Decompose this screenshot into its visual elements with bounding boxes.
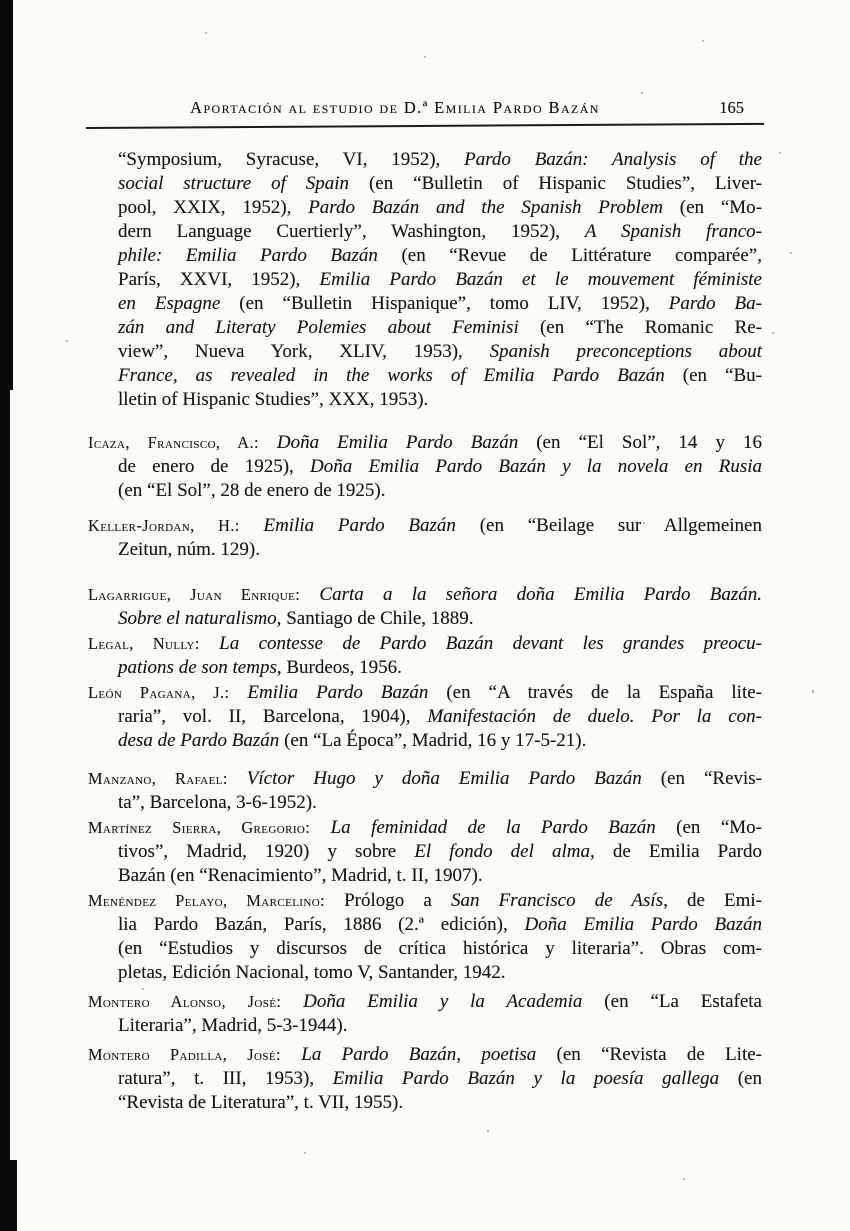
text-segment: Literaria”, Madrid, 5-3-1944).: [118, 1015, 348, 1036]
text-segment: (en “Revis-: [641, 768, 762, 789]
text-line: [88, 729, 762, 753]
bibliography-entry: [88, 681, 762, 753]
text-line: [88, 292, 762, 316]
text-line: [88, 431, 762, 455]
text-line: [88, 268, 762, 292]
title-italic: Sobre el naturalismo,: [118, 608, 282, 629]
text-segment: París, XXVI, 1952),: [118, 269, 320, 290]
bibliography-entry: [88, 583, 762, 631]
text-line: [88, 840, 762, 864]
text-segment: (en “Bulletin of Hispanic Studies”, Liver-: [349, 173, 762, 194]
title-italic: Doña Emilia Pardo Bazán: [258, 432, 519, 453]
scan-speck: [790, 252, 792, 254]
scan-speck: [702, 40, 704, 42]
title-italic: La contesse de Pardo Bazán devant les grandes preocu-: [199, 633, 763, 654]
title-italic: Carta a la señora doña Emilia Pardo Bazán.: [300, 584, 762, 605]
text-segment: (en “La Época”, Madrid, 16 y 17-5-21).: [279, 730, 587, 751]
bibliography-entry: [88, 767, 762, 815]
scan-gutter-bar: [0, 1160, 17, 1231]
text-segment: (en “Revue de Littérature comparée”,: [377, 245, 762, 266]
text-segment: view”, Nueva York, XLIV, 1953),: [118, 341, 490, 362]
scan-speck: [683, 1178, 685, 1180]
text-line: [88, 364, 762, 388]
text-segment: raria”, vol. II, Barcelona, 1904),: [118, 706, 428, 727]
text-segment: (en “Estudios y discursos de crítica histórica y literaria”. Obras com-: [118, 938, 762, 959]
bibliography-entry: [88, 1043, 762, 1115]
text-line: [88, 816, 762, 840]
text-segment: (en “Beilage sur Allgemeinen: [455, 515, 762, 536]
text-line: [88, 607, 762, 631]
bibliography-entry: [88, 816, 762, 888]
text-segment: “Revista de Literatura”, t. VII, 1955).: [118, 1092, 404, 1113]
title-italic: social structure of Spain: [118, 173, 350, 194]
bibliography-entry: [88, 990, 762, 1038]
header-rule: [86, 123, 764, 129]
text-segment: Prólogo a: [325, 890, 451, 911]
bibliography-entry: [88, 889, 762, 985]
text-segment: pletas, Edición Nacional, tomo V, Santander, 1942.: [118, 962, 506, 983]
title-italic: Pardo Ba-: [668, 293, 762, 314]
text-line: [88, 1067, 762, 1091]
text-line: [88, 656, 762, 680]
title-italic: Emilia Pardo Bazán y la poesía gallega: [332, 1068, 720, 1089]
scan-gutter-bar: [0, 380, 10, 1170]
scan-speck: [643, 522, 645, 524]
text-segment: de Emi-: [667, 890, 762, 911]
title-italic: phile: Emilia Pardo Bazán: [118, 245, 378, 266]
text-segment: Burdeos, 1956.: [281, 657, 402, 678]
title-italic: El fondo del alma,: [414, 841, 595, 862]
author-name: Lagarrigue, Juan Enrique:: [88, 585, 301, 604]
title-italic: A Spanish franco-: [584, 221, 762, 242]
author-name: Icaza, Francisco, A.:: [88, 433, 259, 452]
author-name: Montero Padilla, José:: [88, 1045, 281, 1064]
text-line: [88, 340, 762, 364]
title-italic: pations de son temps,: [118, 657, 282, 678]
text-line: [88, 388, 762, 412]
title-italic: Spanish preconceptions about: [489, 341, 762, 362]
title-italic: La Pardo Bazán, poetisa: [280, 1044, 537, 1065]
text-segment: Bazán (en “Renacimiento”, Madrid, t. II, 1907).: [118, 865, 483, 886]
bibliography-entry: [88, 148, 762, 412]
text-line: [88, 990, 762, 1014]
title-italic: zán and Literaty Polemies about Feminisi: [118, 317, 519, 338]
title-italic: Manifestación de duelo. Por la con-: [427, 706, 762, 727]
text-line: [88, 791, 762, 815]
text-segment: ratura”, t. III, 1953),: [118, 1068, 333, 1089]
title-italic: en Espagne: [118, 293, 221, 314]
scan-speck: [779, 152, 781, 154]
text-line: [88, 172, 762, 196]
page-number: 165: [719, 98, 744, 117]
title-italic: San Francisco de Asís,: [450, 890, 668, 911]
text-segment: (en: [719, 1068, 762, 1089]
text-segment: tivos”, Madrid, 1920) y sobre: [118, 841, 415, 862]
text-line: [88, 767, 762, 791]
text-segment: (en “Mo-: [655, 817, 762, 838]
text-line: [88, 937, 762, 961]
text-line: [88, 913, 762, 937]
author-name: Menéndez Pelayo, Marcelino:: [88, 891, 325, 910]
text-line: [88, 889, 762, 913]
text-segment: lia Pardo Bazán, París, 1886 (2.ª edición),: [118, 914, 525, 935]
text-segment: lletin of Hispanic Studies”, XXX, 1953).: [118, 389, 429, 410]
bibliography-entry: [88, 632, 762, 680]
scan-gutter-bar: [0, 0, 13, 390]
text-line: [88, 455, 762, 479]
title-italic: La feminidad de la Pardo Bazán: [310, 817, 656, 838]
title-italic: Doña Emilia Pardo Bazán: [524, 914, 762, 935]
text-line: [88, 632, 762, 656]
title-italic: Víctor Hugo y doña Emilia Pardo Bazán: [227, 768, 642, 789]
title-italic: Emilia Pardo Bazán et le mouvement féministe: [319, 269, 762, 290]
bibliography-entry: [88, 431, 762, 503]
text-line: [88, 514, 762, 538]
text-line: [88, 244, 762, 268]
scan-speck: [812, 690, 814, 693]
bibliography-entry: [88, 514, 762, 562]
text-segment: (en “El Sol”, 28 de enero de 1925).: [118, 480, 386, 501]
text-line: [88, 479, 762, 503]
text-segment: (en “The Romanic Re-: [518, 317, 762, 338]
author-name: Keller-Jordan, H.:: [88, 516, 240, 535]
text-line: [88, 196, 762, 220]
text-line: [88, 220, 762, 244]
title-italic: France, as revealed in the works of Emilia Pardo Bazán: [118, 365, 665, 386]
author-name: León Pagana, J.:: [88, 683, 230, 702]
running-header-title: Aportación al estudio de D.ª Emilia Pardo Bazán: [190, 98, 600, 117]
text-line: [88, 864, 762, 888]
scan-speck: [487, 1130, 489, 1132]
scan-speck: [772, 332, 774, 334]
text-segment: “Symposium, Syracuse, VI, 1952),: [118, 149, 465, 170]
text-segment: Santiago de Chile, 1889.: [281, 608, 474, 629]
author-name: Manzano, Rafael:: [88, 769, 228, 788]
title-italic: Pardo Bazán: Analysis of the: [464, 149, 762, 170]
scan-speck: [641, 92, 643, 94]
text-segment: (en “Bu-: [664, 365, 762, 386]
scan-speck: [424, 56, 426, 58]
text-segment: ta”, Barcelona, 3-6-1952).: [118, 792, 317, 813]
text-line: [88, 1043, 762, 1067]
text-line: [88, 583, 762, 607]
title-italic: Emilia Pardo Bazán: [239, 515, 456, 536]
text-line: [88, 705, 762, 729]
title-italic: Emilia Pardo Bazán: [229, 682, 429, 703]
scan-speck: [304, 1152, 306, 1154]
text-segment: de Emilia Pardo: [594, 841, 762, 862]
text-segment: (en “Bulletin Hispanique”, tomo LIV, 1952),: [220, 293, 669, 314]
text-segment: dern Language Cuertierly”, Washington, 1952),: [118, 221, 585, 242]
bibliography-entries: [88, 148, 762, 1115]
text-line: [88, 1014, 762, 1038]
title-italic: Pardo Bazán and the Spanish Problem: [308, 197, 663, 218]
scan-speck: [142, 988, 144, 990]
text-segment: Zeitun, núm. 129).: [118, 539, 260, 560]
author-name: Legal, Nully:: [88, 634, 200, 653]
text-line: [88, 961, 762, 985]
text-segment: (en “El Sol”, 14 y 16: [518, 432, 762, 453]
text-segment: de enero de 1925),: [118, 456, 311, 477]
title-italic: Doña Emilia Pardo Bazán y la novela en Rusia: [310, 456, 763, 477]
text-line: [88, 316, 762, 340]
text-segment: (en “Revista de Lite-: [536, 1044, 762, 1065]
text-segment: pool, XXIX, 1952),: [118, 197, 309, 218]
title-italic: Doña Emilia y la Academia: [281, 991, 583, 1012]
author-name: Montero Alonso, José:: [88, 992, 282, 1011]
scan-speck: [205, 32, 207, 34]
text-segment: (en “A través de la España lite-: [428, 682, 763, 703]
text-segment: (en “Mo-: [663, 197, 762, 218]
author-name: Martínez Sierra, Gregorio:: [88, 818, 311, 837]
text-line: [88, 1091, 762, 1115]
text-line: [88, 538, 762, 562]
text-segment: (en “La Estafeta: [582, 991, 762, 1012]
text-line: [88, 148, 762, 172]
scan-speck: [66, 340, 68, 342]
title-italic: desa de Pardo Bazán: [118, 730, 280, 751]
text-line: [88, 681, 762, 705]
